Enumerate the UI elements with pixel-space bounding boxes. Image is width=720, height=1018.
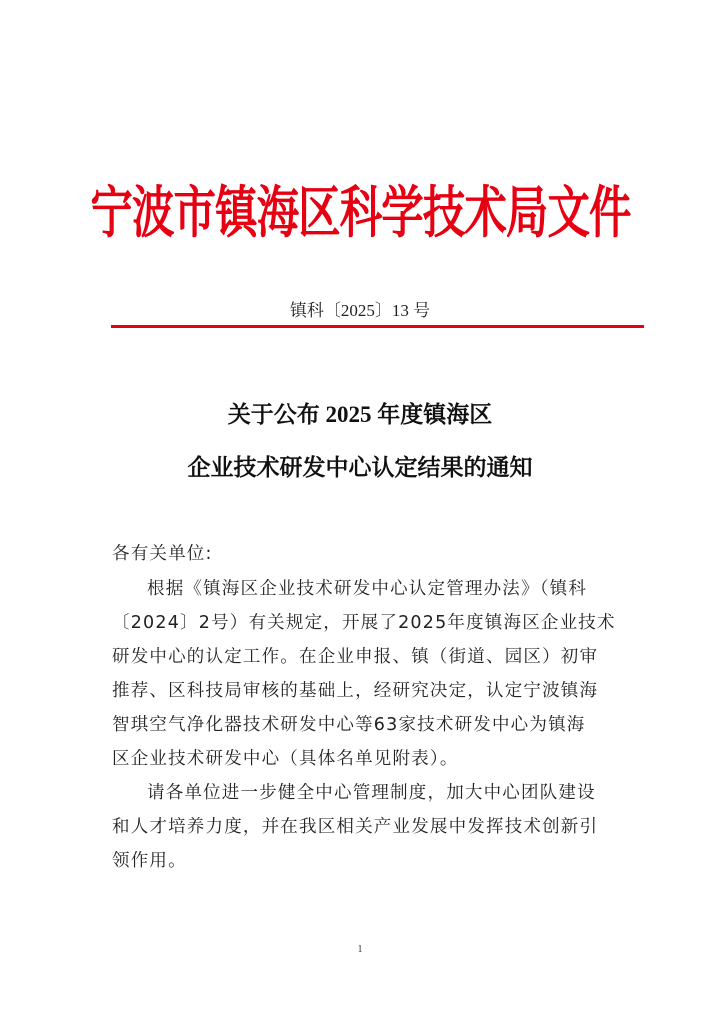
paragraph-2-line: 请各单位进一步健全中心管理制度，加大中心团队建设 bbox=[147, 783, 596, 803]
notice-title-line-2: 企业技术研发中心认定结果的通知 bbox=[187, 455, 533, 480]
paragraph-1-line: 〔2024〕2号）有关规定，开展了2025年度镇海区企业技术 bbox=[112, 613, 616, 633]
paragraph-1-line: 推荐、区科技局审核的基础上，经研究决定，认定宁波镇海 bbox=[112, 681, 599, 701]
notice-title-line-1: 关于公布 2025 年度镇海区 bbox=[227, 402, 493, 427]
paragraph-2-line: 领作用。 bbox=[112, 851, 187, 871]
paragraph-2-line: 和人才培养力度，并在我区相关产业发展中发挥技术创新引 bbox=[112, 817, 599, 837]
paragraph-1-line: 根据《镇海区企业技术研发中心认定管理办法》（镇科 bbox=[147, 579, 588, 599]
paragraph-1-line: 区企业技术研发中心（具体名单见附表）。 bbox=[112, 749, 459, 769]
paragraph-1-line: 智琪空气净化器技术研发中心等63家技术研发中心为镇海 bbox=[112, 715, 586, 735]
salutation: 各有关单位: bbox=[112, 544, 213, 564]
paragraph-1-line: 研发中心的认定工作。在企业申报、镇（街道、园区）初审 bbox=[112, 647, 599, 667]
masthead-title: 宁波市镇海区科学技术局文件 bbox=[89, 179, 631, 246]
red-divider-line bbox=[111, 325, 644, 328]
page-number: 1 bbox=[357, 944, 363, 955]
document-number: 镇科〔2025〕13 号 bbox=[289, 301, 431, 320]
